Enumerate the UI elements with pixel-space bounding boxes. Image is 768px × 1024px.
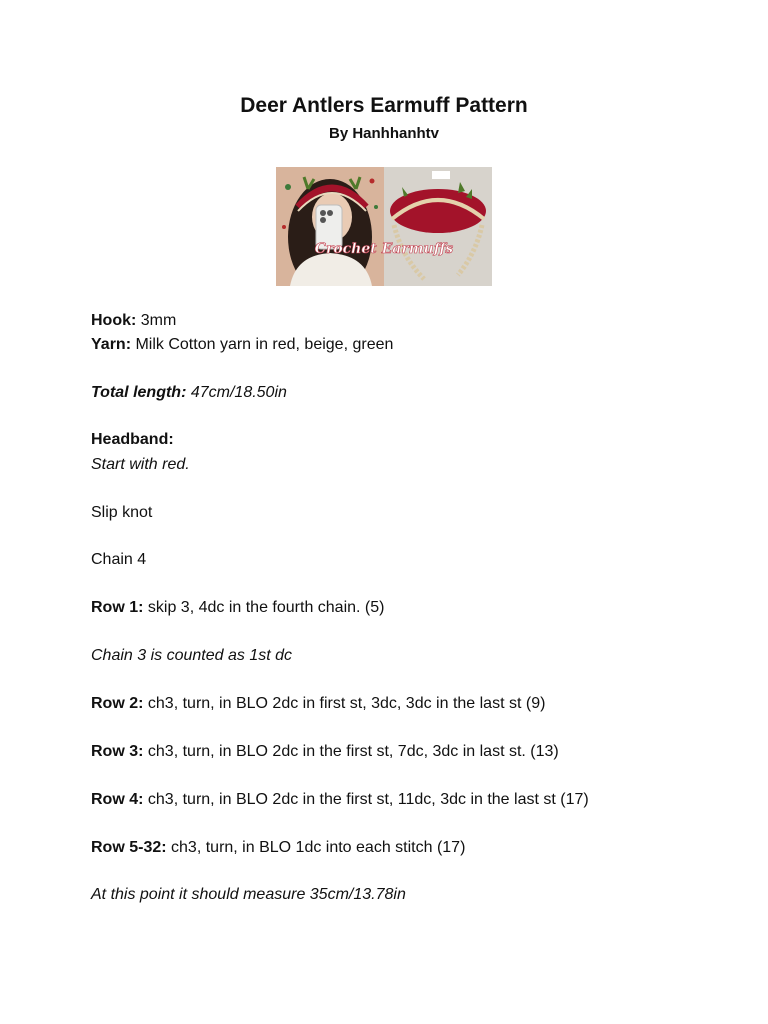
yarn-line (91, 335, 393, 355)
row-label: Row 1: (91, 599, 144, 616)
author-byline: By Hanhhanhtv (328, 125, 439, 142)
cover-illustration (276, 167, 492, 286)
total-length-line (91, 383, 287, 403)
row-label: Row 2: (91, 695, 144, 712)
slip-knot-line: Slip knot (91, 504, 153, 521)
cover-image (276, 167, 492, 286)
row-2 (91, 694, 545, 714)
yarn-label: Yarn: (91, 336, 132, 353)
chain-line: Chain 4 (91, 551, 147, 568)
row-text: ch3, turn, in BLO 1dc into each stitch (17) (171, 839, 466, 856)
total-length-label: Total length: (91, 384, 187, 401)
page-title: Deer Antlers Earmuff Pattern (240, 94, 528, 117)
row-label: Row 5-32: (91, 839, 167, 856)
chain-note: Chain 3 is counted as 1st dc (91, 647, 293, 664)
hook-line (91, 311, 176, 331)
row-3 (91, 742, 559, 762)
hook-label: Hook: (91, 312, 137, 329)
row-label: Row 4: (91, 791, 144, 808)
row-label: Row 3: (91, 743, 144, 760)
headband-heading-text: Headband: (91, 431, 174, 448)
row-text: skip 3, 4dc in the fourth chain. (5) (147, 599, 385, 616)
start-note: Start with red. (91, 456, 190, 473)
row-text: ch3, turn, in BLO 2dc in the first st, 11dc, 3dc in the last st (17) (147, 791, 589, 808)
hook-value: 3mm (140, 312, 177, 329)
cover-caption: Crochet Earmuffs (314, 241, 454, 257)
row-text: ch3, turn, in BLO 2dc in first st, 3dc, 3dc in the last st (9) (147, 695, 546, 712)
yarn-value: Milk Cotton yarn in red, beige, green (135, 336, 394, 353)
row-text: ch3, turn, in BLO 2dc in the first st, 7dc, 3dc in last st. (13) (147, 743, 559, 760)
total-length-value: 47cm/18.50in (190, 384, 287, 401)
row-1 (91, 598, 384, 618)
row-5-32 (91, 838, 465, 858)
measure-note: At this point it should measure 35cm/13.78in (91, 886, 406, 903)
headband-heading (91, 430, 174, 450)
row-4 (91, 790, 589, 810)
